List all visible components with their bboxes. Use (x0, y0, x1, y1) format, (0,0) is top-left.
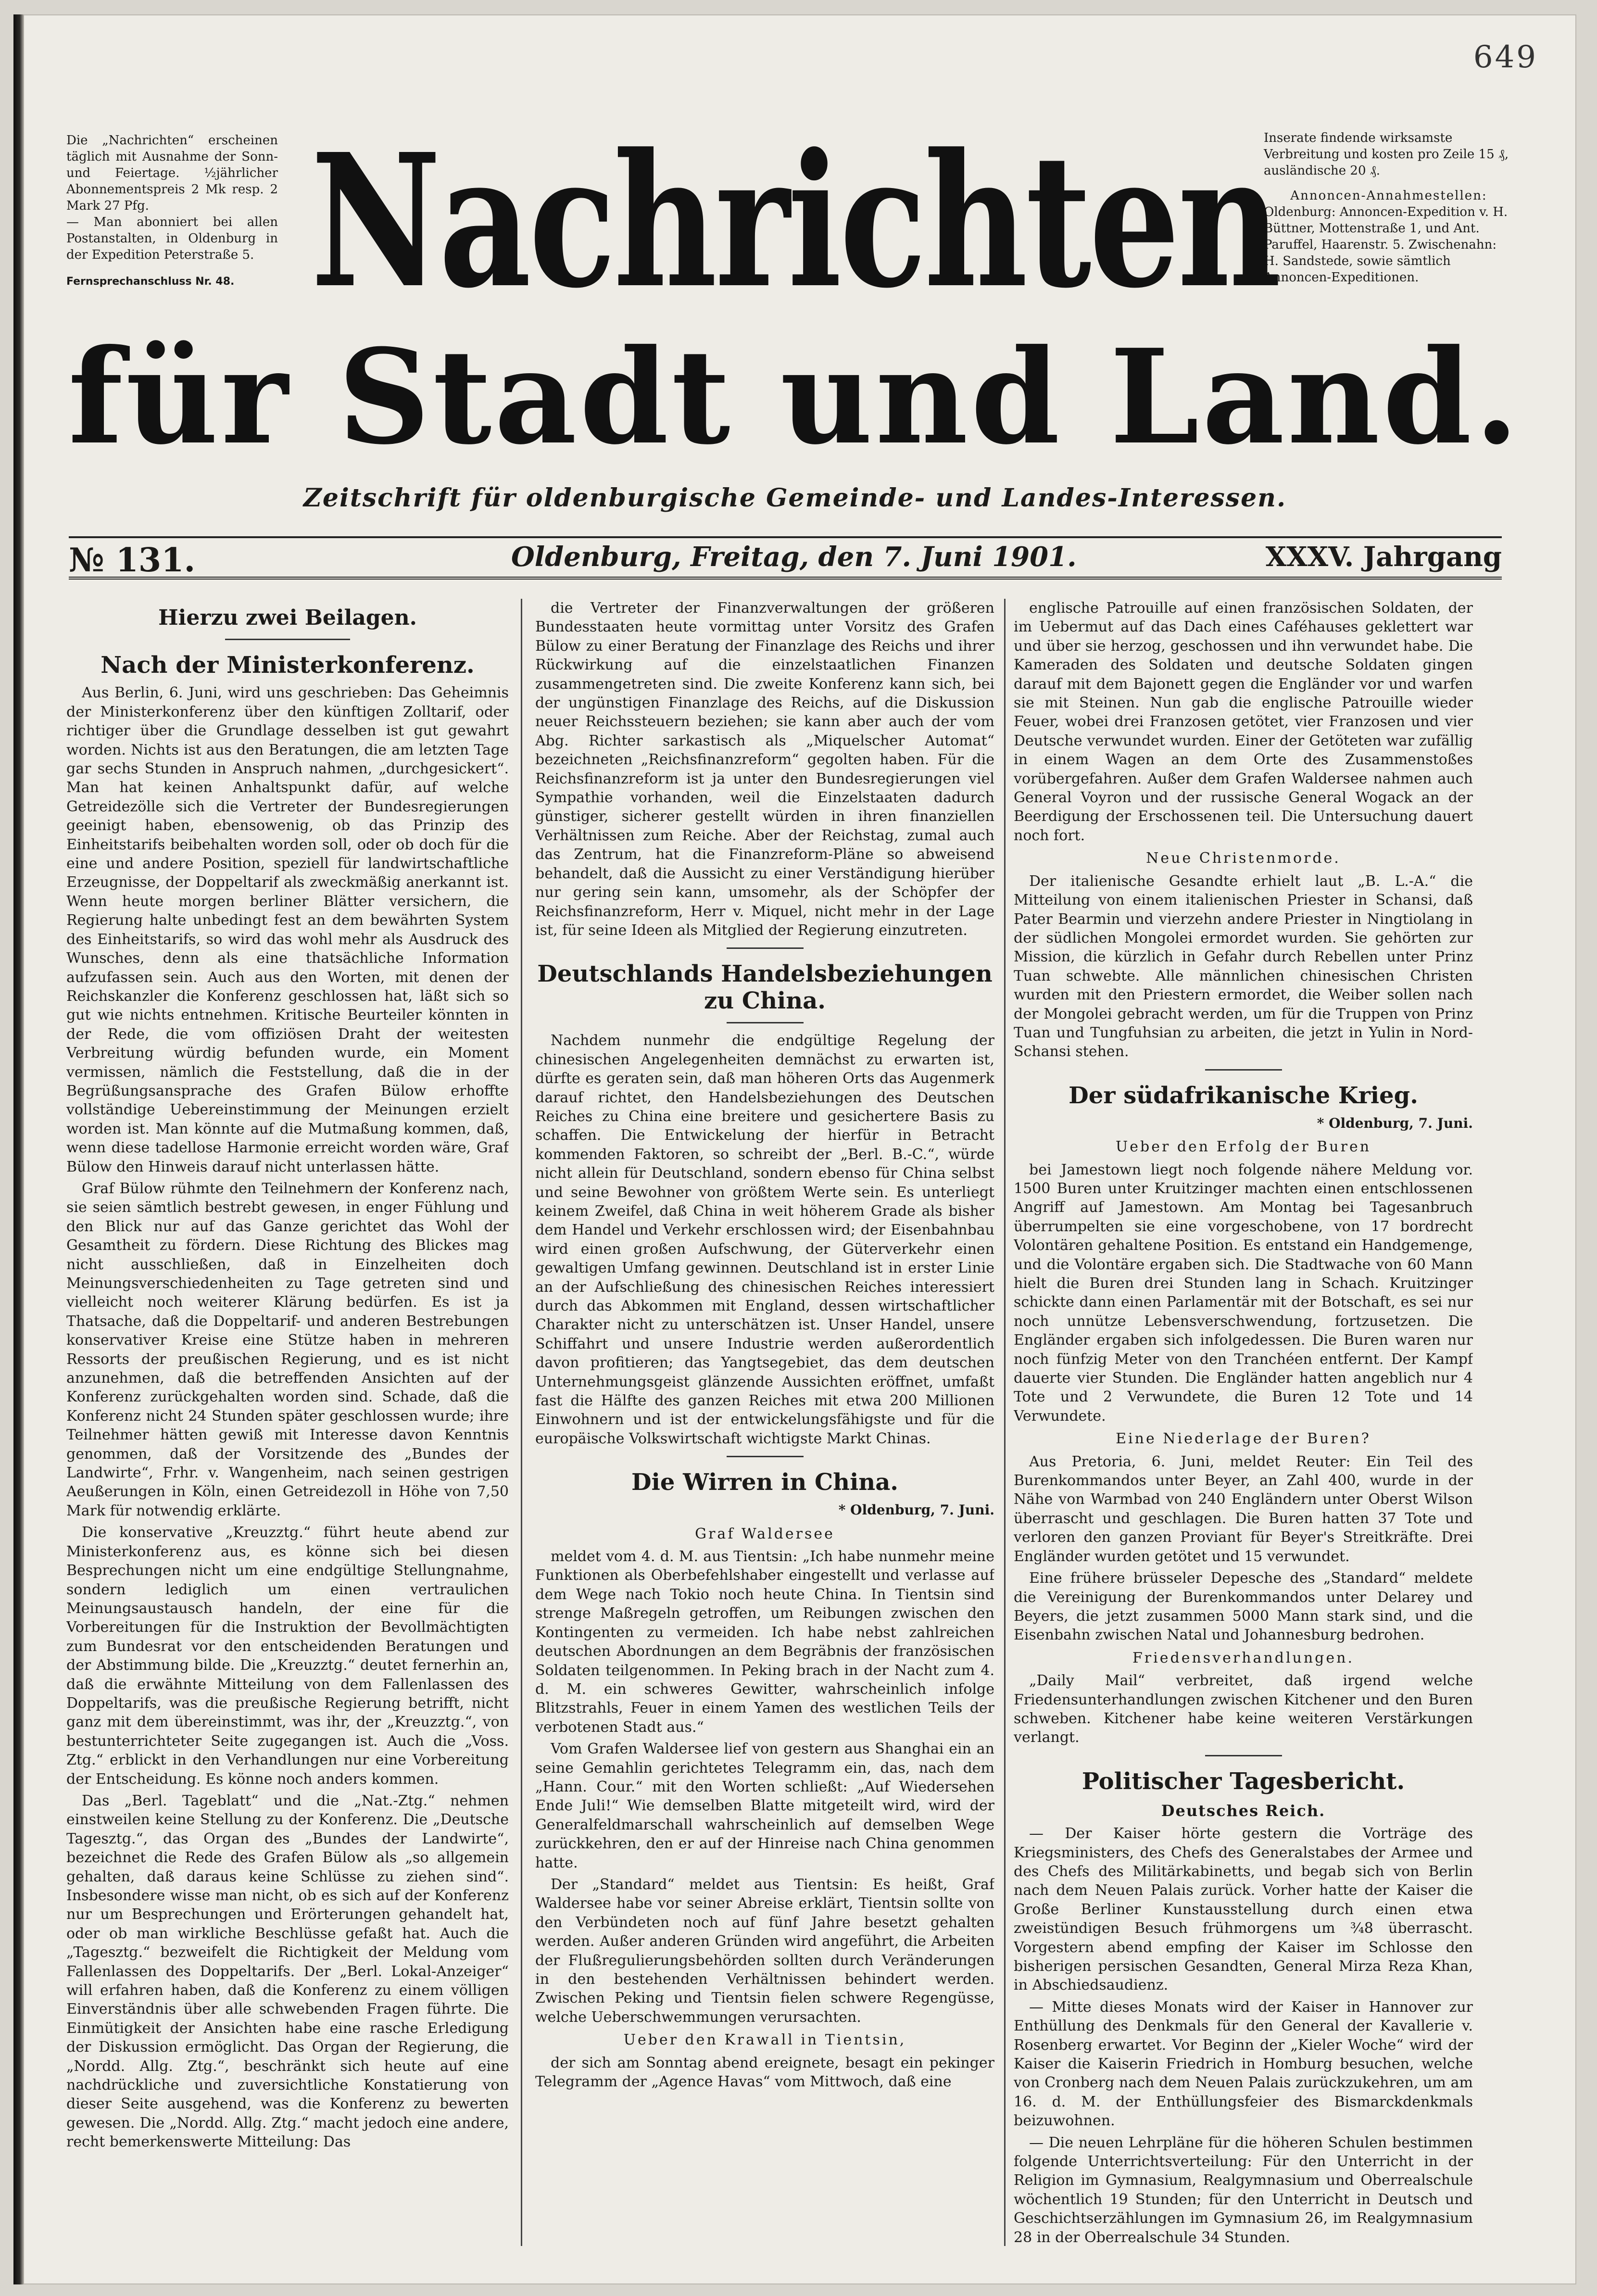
masthead-title: Nachrichten (311, 114, 1279, 328)
article-paragraph: Vom Grafen Waldersee lief von gestern aus Shanghai ein an seine Gemahlin gerichtetes Telegramm ein, das, nach dem „Hann. Cour.“ mit den Worten schließt: „Auf Wiedersehen Ende Juli!“ Wie demselben Blatte mitgeteilt wird, wird der Generalfeldmarschall wahrscheinlich auf demselben Wege zurückkehren, den er auf der Hinreise nach China genommen hatte. (535, 1741, 994, 1871)
article-paragraph: — Mitte dieses Monats wird der Kaiser in Hannover zur Enthüllung des Denkmals für den General der Kavallerie v. Rosenberg erwartet. Vor Beginn der „Kieler Woche“ wird der Kaiser die Kaiserin Friedrich in Homburg besuchen, welche von Cronberg nach dem Neuen Palais zurückzukehren, um am 16. d. M. der Enthüllungsfeier des Bismarckdenkmals beizuwohnen. (1014, 1998, 1473, 2130)
article-paragraph: die Vertreter der Finanzverwaltungen der größeren Bundesstaaten heute vormittag unter Vorsitz des Grafen Bülow zu einer Beratung der Finanzlage des Reichs und ihrer Rückwirkung auf die einzelstaatlichen Finanzen zusammengetreten sind. Die zweite Konferenz kann sich, bei der ungünstigen Finanzlage des Reichs, auf die Diskussion neuer Reichssteuern beziehen; sie kann aber auch der vom Abg. Richter sarkastisch als „Miquelscher Automat“ bezeichneten „Reichsfinanzreform“ gegolten haben. Für die Reichsfinanzreform ist ja unter den Bundesregierungen viel Sympathie vorhanden, weil die Einzelstaaten dadurch günstiger, sicherer gestellt würden in ihren finanziellen Verhältnissen zum Reiche. Aber der Reichstag, zumal auch das Zentrum, hat die Finanzreform-Pläne so abweisend behandelt, daß die Aussicht zu einer Verständigung hierüber nur gering sein kann, umsomehr, als der Schöpfer der Reichsfinanzreform, Herr v. Miquel, nicht mehr in der Lage ist, für seine Ideen als Mitglied der Regierung einzutreten. (535, 600, 994, 939)
article-paragraph: Der italienische Gesandte erhielt laut „B. L.-A.“ die Mitteilung von einem italienischen Priester in Schansi, daß Pater Bearmin und vierzehn andere Priester in Ningtiolang in der südlichen Mongolei ermordet wurden. Sie gehörten zur Mission, die kürzlich in Gefahr durch Rebellen unter Prinz Tuan schwebte. Alle männlichen chinesischen Christen wurden mit den Priestern ermordet, die Weiber sollen nach der Mongolei gebracht werden, um für die Truppen von Prinz Tuan und Tungfuhsian zu arbeiten, die jetzt in Yulin in Nord-Schansi stehen. (1014, 872, 1473, 1060)
column-rule (1004, 599, 1006, 2246)
article-paragraph: „Daily Mail“ verbreitet, daß irgend welche Friedensunterhandlungen zwischen Kitchener und den Buren schweben. Kitchener habe keine weiteren Verstärkungen verlangt. (1014, 1672, 1473, 1746)
section-subhead: Neue Christenmorde. (1146, 850, 1341, 867)
section-subhead: Deutsches Reich. (1161, 1801, 1326, 1820)
issue-volume: XXXV. Jahrgang (1265, 541, 1502, 573)
article-paragraph: — Die neuen Lehrpläne für die höheren Schulen bestimmen folgende Unterrichtsverteilung: Für den Unterricht in der Religion im Gymnasium, Realgymnasium und Oberrealschule wöchentlich 19 Stunden; für den Unterricht in Deutsch und Geschichtserzählungen im Gymnasium 26, im Realgymnasium 28 in der Oberrealschule 34 Stunden. (1014, 2134, 1473, 2246)
column-3 (1014, 599, 1473, 2256)
article-paragraph: Die konservative „Kreuzztg.“ führt heute abend zur Ministerkonferenz aus, es könne sich bei diesen Besprechungen nicht um eine endgültige Stellungnahme, sondern lediglich um einen vertraulichen Meinungsaustausch handeln, der eine für die Vorbereitungen für die Instruktion der Bevollmächtigten zum Bundesrat vor den entscheidenden Beratungen und der Abstimmung bilde. Die „Kreuzztg.“ deutet fernerhin an, daß die erwähnte Mitteilung von dem Fallenlassen des Doppeltarifs, was die preußische Regierung betrifft, nicht ganz mit dem übereinstimmt, was ihr, der „Kreuzztg.“, von bestunterrichteter Seite zugegangen ist. Auch die „Voss. Ztg.“ erblickt in den Verhandlungen nur eine Vorbereitung der Entscheidung. Es könne noch anders kommen. (66, 1524, 509, 1788)
newspaper-page (13, 14, 1576, 2284)
advert-rates: Inserate findende wirksamste Verbreitung und kosten pro Zeile 15 ₰, ausländische 20 ₰. (1264, 131, 1509, 178)
supplement-notice: Hierzu zwei Beilagen. (158, 606, 417, 630)
article-headline: Nach der Ministerkonferenz. (101, 652, 475, 679)
article-paragraph: Aus Berlin, 6. Juni, wird uns geschrieben: Das Geheimnis der Ministerkonferenz über den künftigen Zolltarif, oder richtiger über die Grundlage desselben ist gut gewahrt worden. Nichts ist aus den Beratungen, die am letzten Tage gar sechs Stunden in Anspruch nahmen, „durchgesickert“. Man hat keinen Anhaltspunkt dafür, auf welche Getreidezölle sich die Vertreter der Bundesregierungen geeinigt haben, ebensowenig, ob das Prinzip des Einheitstarifs beibehalten worden soll, oder ob doch für die eine und andere Position, speziell für landwirtschaftliche Erzeugnisse, der Doppeltarif als zweckmäßig anerkannt ist. Wenn heute morgen berliner Blätter versichern, die Regierung halte unbedingt fest an dem bewährten System des Einheitstarifs, so wird das wohl mehr als Ausdruck des Wunsches, denn als eine thatsächliche Information aufzufassen sein. Auch aus den Worten, mit denen der Reichskanzler die Konferenz geschlossen hat, läßt sich so gut wie nichts entnehmen. Kritische Beurteiler könnten in der Rede, die vom offiziösen Draht der weitesten Verbreitung würdig befunden wurde, ein Moment vermissen, nämlich die Feststellung, daß die in der Begrüßungsansprache des Grafen Bülow erhoffte vollständige Uebereinstimmung der Meinungen erzielt worden ist. Man könnte auf die Mutmaßung kommen, daß, wenn diese tadellose Harmonie erreicht worden wäre, Graf Bülow den Hinweis darauf nicht unterlassen hätte. (66, 684, 509, 1175)
annahme-text: Oldenburg: Annoncen-Expedition v. H. Büttner, Mottenstraße 1, und Ant. Paruffel, Haarenstr. 5. Zwischenahn: H. Sandstede, sowie sämtlich Annoncen-Expeditionen. (1264, 205, 1508, 285)
subscription-text-2: — Man abonniert bei allen Postanstalten, in Oldenburg in der Expedition Peterstraße 5. (66, 215, 278, 262)
masthead-subtitle: für Stadt und Land. (68, 320, 1522, 473)
column-rule (521, 599, 522, 2246)
article-paragraph: Graf Bülow rühmte den Teilnehmern der Konferenz nach, sie seien sämtlich bestrebt gewesen, in enger Fühlung und den Blick nur auf das Ganze gerichtet das Wohl der Gesamtheit zu fördern. Diese Richtung des Blickes mag nicht ausschließen, daß in Einzelheiten doch Meinungsverschiedenheiten zu Tage getreten sind und vielleicht noch weiterer Klärung bedürfen. Es ist ja Thatsache, daß die Doppeltarif- und anderen Bestrebungen konservativer Kreise eine Stütze haben in mehreren Ressorts der preußischen Regierung, und es ist nicht anzunehmen, daß die betreffenden Ansichten auf der Konferenz zurückgehalten worden sind. Schade, daß die Konferenz nicht 24 Stunden später geschlossen wurde; ihre Teilnehmer hätten gewiß mit Interesse davon Kenntnis genommen, daß der Vorsitzende des „Bundes der Landwirte“, Frhr. v. Wangenheim, nach seinen gestrigen Aeußerungen in Köln, einen Getreidezoll in Höhe von 7,50 Mark für notwendig erklärte. (66, 1180, 509, 1519)
article-paragraph: meldet vom 4. d. M. aus Tientsin: „Ich habe nunmehr meine Funktionen als Oberbefehlshaber eingestellt und verlasse auf dem Wege nach Tokio noch heute China. In Tientsin sind strenge Maßregeln getroffen, um Reibungen zwischen den Kontingenten zu vermeiden. Ich habe nebst zahlreichen deutschen Abordnungen an dem Begräbnis der französischen Soldaten teilgenommen. In Peking brach in der Nacht zum 4. d. M. ein schweres Gewitter, wahrscheinlich infolge Blitzstrahls, Feuer in einem Yamen des westlichen Teils der verbotenen Stadt aus.“ (535, 1548, 994, 1736)
section-subhead: Friedensverhandlungen. (1132, 1649, 1354, 1666)
article-headline: Der südafrikanische Krieg. (1069, 1082, 1418, 1109)
divider (1205, 1755, 1282, 1756)
divider (1205, 1069, 1282, 1071)
article-paragraph: bei Jamestown liegt noch folgende nähere Meldung vor. 1500 Buren unter Kruitzinger machten einen entschlossenen Angriff auf Jamestown. Am Montag bei Tagesanbruch überrumpelten sie eine vorgeschobene, von 17 bordrecht Volontären gehaltene Position. Es entstand ein Handgemenge, und die Volontäre ergaben sich. Die Stadtwache von 60 Mann hielt die Buren drei Stunden lang in Schach. Kruitzinger schickte dann einen Parlamentär mit der Botschaft, es sei nur noch unnütze Lebensverschwendung, fortzusetzen. Die Engländer ergaben sich infolgedessen. Die Buren waren nur noch fünfzig Meter von den Tranchéen entfernt. Der Kampf dauerte vier Stunden. Die Engländer hatten angeblich nur 4 Tote und 2 Verwundete, die Buren 12 Tote und 14 Verwundete. (1014, 1161, 1473, 1425)
article-paragraph: — Der Kaiser hörte gestern die Vorträge des Kriegsministers, des Chefs des Generalstabes der Armee und des Chefs des Militärkabinetts, und begab sich von Berlin nach dem Neuen Palais zurück. Vorher hatte der Kaiser die Große Berliner Kunstausstellung durch einen etwa zweistündigen Besuch frühmorgens um ¾8 überrascht. Vorgestern abend empfing der Kaiser im Schlosse den bisherigen persischen Gesandten, General Mirza Reza Khan, in Abschiedsaudienz. (1014, 1825, 1473, 1994)
issue-date: Oldenburg, Freitag, den 7. Juni 1901. (511, 541, 1077, 573)
article-paragraph: Das „Berl. Tageblatt“ und die „Nat.-Ztg.“ nehmen einstweilen keine Stellung zu der Konferenz. Die „Deutsche Tagesztg.“, das Organ des „Bundes der Landwirte“, bezeichnet die Rede des Grafen Bülow als „so allgemein gehalten, daß daraus keine Schlüsse zu ziehen sind“. Insbesondere wisse man nicht, ob es sich auf der Konferenz nur um Besprechungen und Erörterungen gehandelt hat, oder ob man wirkliche Beschlüsse gefaßt hat. Auch die „Tagesztg.“ bezweifelt die Richtigkeit der Meldung vom Fallenlassen des Doppeltarifs. Der „Berl. Lokal-Anzeiger“ will erfahren haben, daß die Konferenz zu einem völligen Einverständnis über alle schwebenden Fragen führte. Die Einmütigkeit der Ansichten habe eine rasche Erledigung der Diskussion ermöglicht. Das Organ der Regierung, die „Nordd. Allg. Ztg.“, beschränkt sich heute auf eine nachdrückliche und zuversichtliche Konstatierung von dieser Seite ausgehend, was die Konferenz zu bewerten gewesen. Die „Nordd. Allg. Ztg.“ macht jedoch eine andere, recht bemerkenswerte Mitteilung: Das (66, 1792, 509, 2151)
issue-number: № 131. (69, 541, 196, 580)
divider (727, 1456, 804, 1457)
tagline: Zeitschrift für oldenburgische Gemeinde- und Landes-Interessen. (303, 483, 1287, 513)
article-headline: Politischer Tagesbericht. (1081, 1767, 1405, 1795)
section-subhead: Ueber den Krawall in Tientsin, (623, 2031, 906, 2049)
page-number: 649 (1473, 39, 1538, 75)
article-paragraph: Eine frühere brüsseler Depesche des „Standard“ meldete die Vereinigung der Burenkommandos unter Delarey und Beyers, die jetzt zusammen 5000 Mann stark sind, und die Eisenbahn zwischen Natal und Johannesburg bedrohen. (1014, 1570, 1473, 1644)
article-paragraph: englische Patrouille auf einen französischen Soldaten, der im Uebermut auf das Dach eines Caféhauses geklettert war und über sie herzog, geschossen und ihn verwundet habe. Die Kameraden des Soldaten und deutsche Soldaten gingen darauf mit dem Bajonett gegen die Engländer vor und warfen sie mit Steinen. Nun gab die englische Patrouille wieder Feuer, wobei drei Franzosen getötet, vier Franzosen und vier Deutsche verwundet wurden. Einer der Getöteten war zufällig in einem Wagen an dem Orte des Zusammenstoßes vorübergefahren. Außer dem Grafen Waldersee nahmen auch General Voyron und der russische General Wogack an der Beerdigung der Erschossenen teil. Die Untersuchung dauert noch fort. (1014, 600, 1473, 844)
article-paragraph: Aus Pretoria, 6. Juni, meldet Reuter: Ein Teil des Burenkommandos unter Beyer, an Zahl 400, wurde in der Nähe von Warmbad von 240 Engländern unter Oberst Wilson überrascht und geschlagen. Die Buren hatten 37 Tote und verloren den ganzen Proviant für Beyer's Streitkräfte. Drei Engländer wurden getötet und 15 verwundet. (1014, 1453, 1473, 1565)
dateline: * Oldenburg, 7. Juni. (1317, 1115, 1473, 1131)
annahme-title: Annoncen-Annahmestellen: (1290, 189, 1487, 203)
divider (727, 947, 804, 949)
section-subhead: Eine Niederlage der Buren? (1116, 1430, 1371, 1448)
phone-number: Fernsprechanschluss Nr. 48. (66, 276, 235, 288)
article-headline: Deutschlands Handelsbeziehungen zu China. (537, 960, 993, 1015)
divider (727, 1022, 804, 1023)
divider (225, 639, 350, 640)
subscription-text: Die „Nachrichten“ erscheinen täglich mit Ausnahme der Sonn- und Feiertage. ½jährlicher Abonnementspreis 2 Mk resp. 2 Mark 27 Pfg. (66, 133, 278, 213)
issue-bar (69, 536, 1502, 580)
article-paragraph: Nachdem nunmehr die endgültige Regelung der chinesischen Angelegenheiten demnächst zu erwarten ist, dürfte es geraten sein, daß man höheren Orts das Augenmerk darauf richtet, den Handelsbeziehungen des Deutschen Reiches zu China eine breitere und gesichertere Basis zu schaffen. Die Entwickelung der hierfür in Betracht kommenden Faktoren, so schreibt der „Berl. B.-C.“, würde nicht allein für Deutschland, sondern ebenso für China selbst und seine Bewohner von größtem Werte sein. Es unterliegt keinem Zweifel, daß China in weit höherem Grade als bisher dem Handel und Verkehr erschlossen wird; der Eisenbahnbau wird einen großen Aufschwung, der Güterverkehr einen gewaltigen Umfang gewinnen. Deutschland ist in erster Linie an der Aufschließung des chinesischen Reiches interessiert durch das Abkommen mit England, dessen wirtschaftlicher Charakter nicht zu unterschätzen ist. Unser Handel, unsere Schiffahrt und unsere Industrie werden außerordentlich davon profitieren; das Yangtsegebiet, das dem deutschen Unternehmungsgeist glänzende Aussichten eröffnet, umfaßt fast die Hälfte des ganzen Reiches mit etwa 200 Millionen Einwohnern und ist der entwickelungsfähigste und für die europäische Volkswirtschaft wichtigste Markt Chinas. (535, 1032, 994, 1447)
column-1 (66, 599, 509, 2256)
section-subhead: Graf Waldersee (695, 1525, 835, 1542)
article-paragraph: der sich am Sonntag abend ereignete, besagt ein pekinger Telegramm der „Agence Havas“ vom Mittwoch, daß eine (535, 2054, 994, 2091)
dateline: * Oldenburg, 7. Juni. (838, 1502, 994, 1518)
column-2 (535, 599, 994, 2256)
binding-edge (13, 14, 24, 2284)
section-subhead: Ueber den Erfolg der Buren (1115, 1138, 1371, 1156)
article-paragraph: Der „Standard“ meldet aus Tientsin: Es heißt, Graf Waldersee habe vor seiner Abreise erklärt, Tientsin sollte von den Verbündeten noch auf fünf Jahre besetzt gehalten werden. Außer anderen Gründen wird angeführt, die Arbeiten der Flußregulierungsbehörden sollten durch Veränderungen in den bestehenden Verhältnissen behindert werden. Zwischen Peking und Tientsin fielen schwere Regengüsse, welche Ueberschwemmungen verursachten. (535, 1876, 994, 2026)
article-headline: Die Wirren in China. (631, 1469, 899, 1496)
